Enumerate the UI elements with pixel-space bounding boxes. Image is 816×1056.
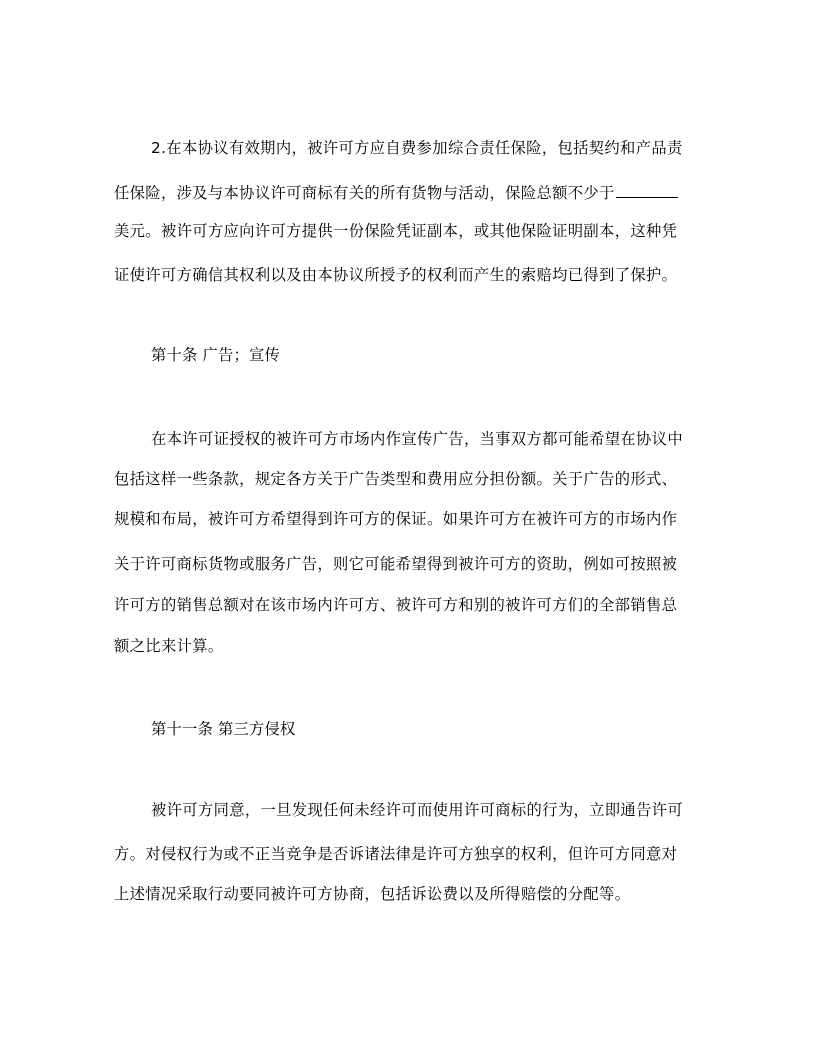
paragraph-1-line-3: 美元。被许可方应向许可方提供一份保险凭证副本，或其他保险证明副本，这种凭	[114, 222, 678, 240]
article-11-heading: 第十一条 第三方侵权	[151, 720, 296, 738]
paragraph-2-line-4: 关于许可商标货物或服务广告，则它可能希望得到被许可方的资助，例如可按照被	[114, 555, 678, 573]
paragraph-3-line-3: 上述情况采取行动要同被许可方协商，包括诉讼费以及所得赔偿的分配等。	[114, 885, 631, 903]
paragraph-2-line-2: 包括这样一些条款，规定各方关于广告类型和费用应分担份额。关于广告的形式、	[114, 470, 678, 488]
fill-in-blank	[616, 184, 678, 198]
paragraph-1-line-1: 2.在本协议有效期内，被许可方应自费参加综合责任保险，包括契约和产品责	[151, 139, 683, 157]
paragraph-2-line-6: 额之比来计算。	[114, 637, 224, 655]
paragraph-1-line-4: 证使许可方确信其权利以及由本协议所授予的权利而产生的索赔均已得到了保护。	[114, 266, 678, 284]
paragraph-2-line-3: 规模和布局，被许可方希望得到许可方的保证。如果许可方在被许可方的市场内作	[114, 510, 678, 528]
paragraph-1-line-2	[114, 183, 704, 203]
paragraph-2-line-1: 在本许可证授权的被许可方市场内作宣传广告，当事双方都可能希望在协议中	[151, 430, 683, 448]
article-10-heading: 第十条 广告；宣传	[151, 346, 281, 364]
paragraph-3-line-1: 被许可方同意，一旦发现任何未经许可而使用许可商标的行为，立即通告许可	[151, 801, 683, 819]
paragraph-3-line-2: 方。对侵权行为或不正当竞争是否诉诸法律是许可方独享的权利，但许可方同意对	[114, 845, 678, 863]
paragraph-1-line-2-text: 任保险，涉及与本协议许可商标有关的所有货物与活动，保险总额不少于	[114, 184, 615, 202]
paragraph-2-line-5: 许可方的销售总额对在该市场内许可方、被许可方和别的被许可方们的全部销售总	[114, 596, 678, 614]
